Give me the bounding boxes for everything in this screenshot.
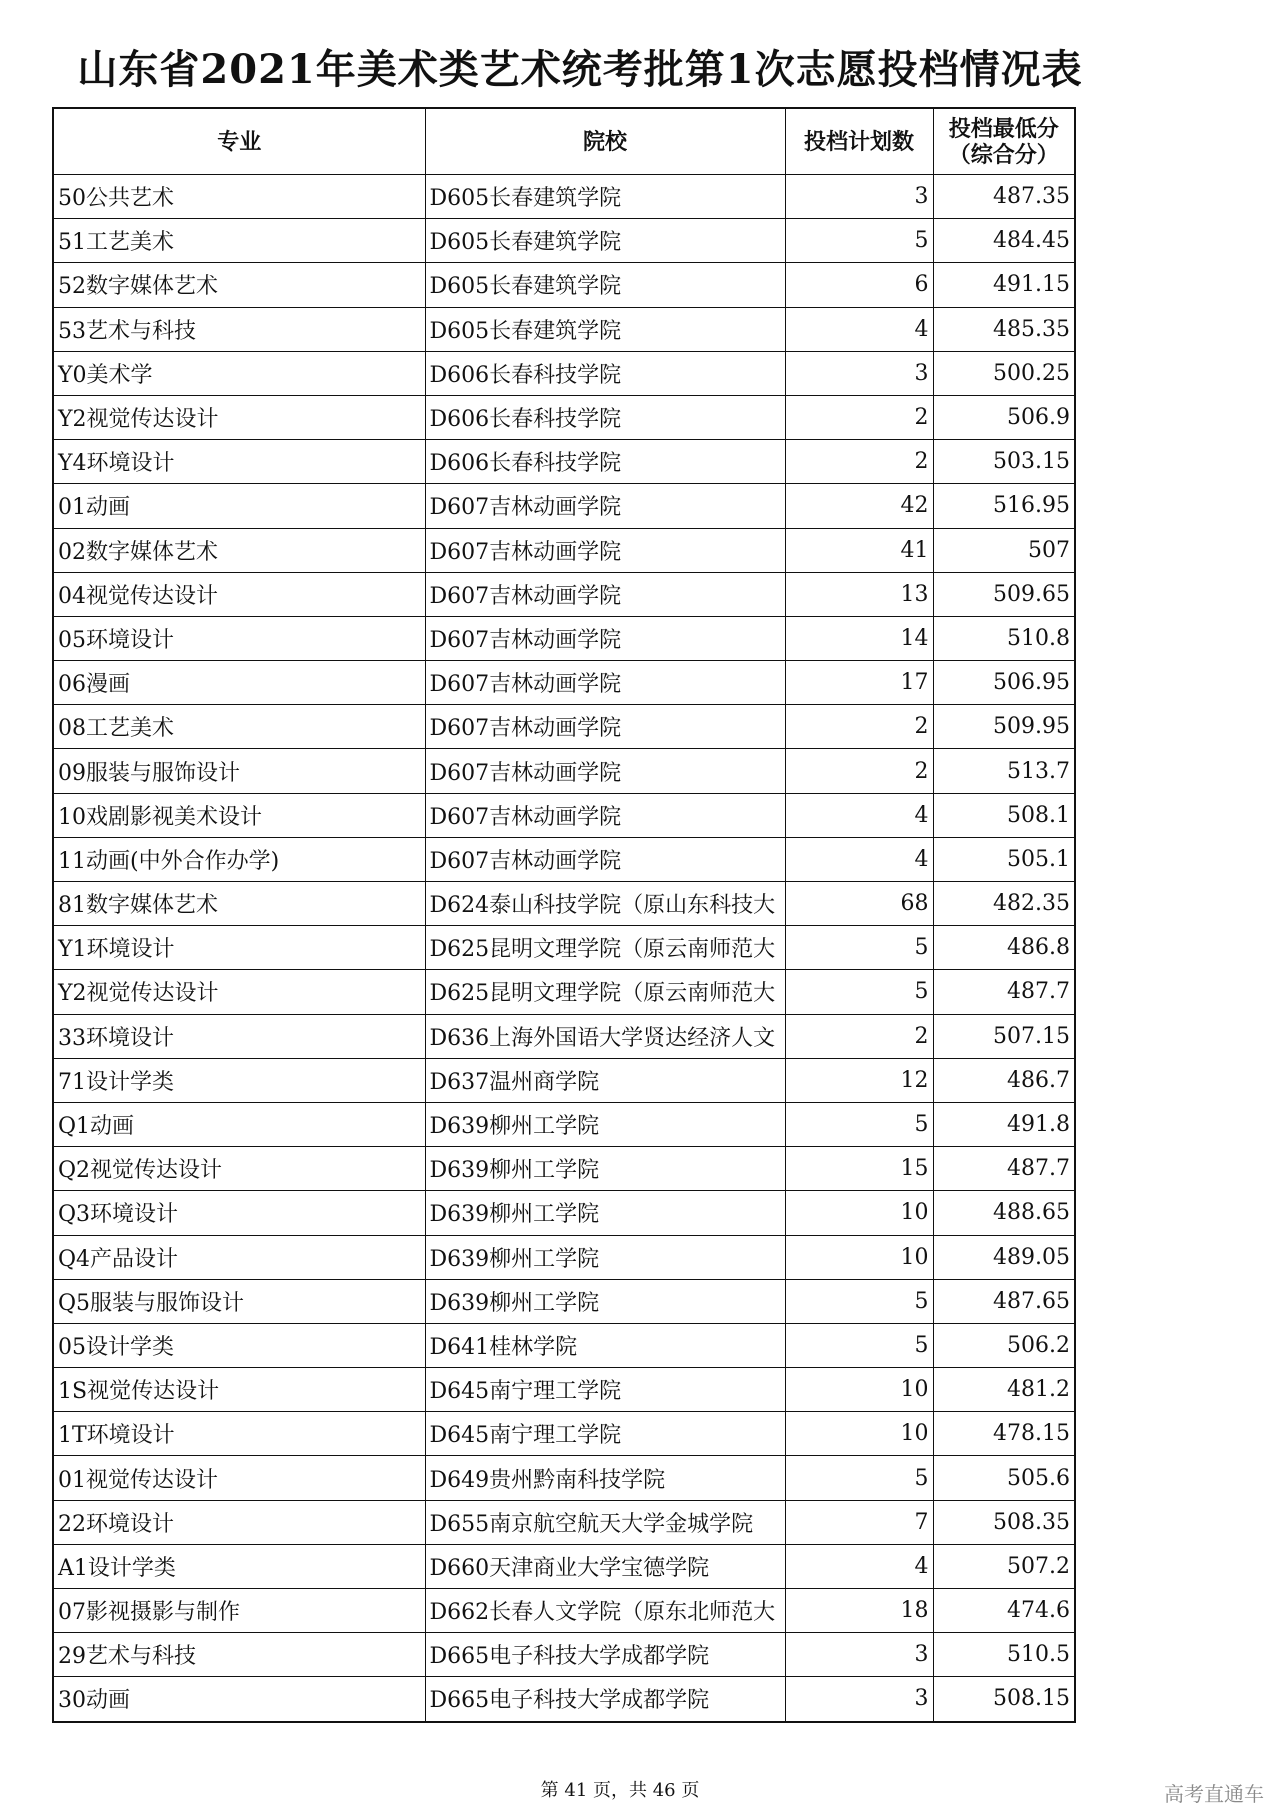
cell-min-score: 500.25 <box>933 351 1075 395</box>
cell-plan: 6 <box>785 263 933 307</box>
cell-major: Y4环境设计 <box>53 440 425 484</box>
cell-plan: 4 <box>785 307 933 351</box>
cell-plan: 5 <box>785 1279 933 1323</box>
cell-school: D605长春建筑学院 <box>425 263 785 307</box>
cell-min-score: 507.2 <box>933 1544 1075 1588</box>
cell-major: Y1环境设计 <box>53 926 425 970</box>
table-row <box>53 1633 1075 1677</box>
cell-min-score: 489.05 <box>933 1235 1075 1279</box>
cell-school: D607吉林动画学院 <box>425 837 785 881</box>
table-row <box>53 219 1075 263</box>
cell-min-score: 486.8 <box>933 926 1075 970</box>
cell-plan: 15 <box>785 1147 933 1191</box>
header-school: 院校 <box>425 108 785 175</box>
cell-school: D649贵州黔南科技学院 <box>425 1456 785 1500</box>
cell-major: 05环境设计 <box>53 616 425 660</box>
cell-school: D605长春建筑学院 <box>425 175 785 219</box>
table-row <box>53 1235 1075 1279</box>
cell-major: 52数字媒体艺术 <box>53 263 425 307</box>
table-row <box>53 1412 1075 1456</box>
header-min-score-line1: 投档最低分 <box>948 115 1059 142</box>
table-row <box>53 395 1075 439</box>
cell-min-score: 507.15 <box>933 1014 1075 1058</box>
cell-plan: 2 <box>785 1014 933 1058</box>
cell-school: D639柳州工学院 <box>425 1102 785 1146</box>
cell-min-score: 507 <box>933 528 1075 572</box>
cell-plan: 3 <box>785 1677 933 1722</box>
table-row <box>53 1500 1075 1544</box>
table-row <box>53 616 1075 660</box>
cell-plan: 2 <box>785 749 933 793</box>
table-row <box>53 837 1075 881</box>
cell-min-score: 478.15 <box>933 1412 1075 1456</box>
cell-major: 02数字媒体艺术 <box>53 528 425 572</box>
cell-min-score: 474.6 <box>933 1589 1075 1633</box>
cell-school: D639柳州工学院 <box>425 1235 785 1279</box>
cell-plan: 5 <box>785 970 933 1014</box>
cell-school: D645南宁理工学院 <box>425 1412 785 1456</box>
cell-school: D606长春科技学院 <box>425 440 785 484</box>
cell-min-score: 506.2 <box>933 1323 1075 1367</box>
cell-major: 09服装与服饰设计 <box>53 749 425 793</box>
table-row <box>53 440 1075 484</box>
cell-major: 05设计学类 <box>53 1323 425 1367</box>
cell-plan: 17 <box>785 661 933 705</box>
cell-major: 51工艺美术 <box>53 219 425 263</box>
table-row <box>53 572 1075 616</box>
cell-plan: 13 <box>785 572 933 616</box>
table-row <box>53 793 1075 837</box>
header-major: 专业 <box>53 108 425 175</box>
cell-major: 07影视摄影与制作 <box>53 1589 425 1633</box>
cell-school: D607吉林动画学院 <box>425 616 785 660</box>
table-header <box>53 108 1075 175</box>
cell-min-score: 505.6 <box>933 1456 1075 1500</box>
cell-min-score: 508.15 <box>933 1677 1075 1722</box>
table-row <box>53 1368 1075 1412</box>
table-row <box>53 484 1075 528</box>
table-body <box>53 175 1075 1722</box>
cell-min-score: 491.8 <box>933 1102 1075 1146</box>
cell-major: 01视觉传达设计 <box>53 1456 425 1500</box>
cell-major: 33环境设计 <box>53 1014 425 1058</box>
cell-school: D607吉林动画学院 <box>425 705 785 749</box>
table-row <box>53 175 1075 219</box>
cell-school: D639柳州工学院 <box>425 1147 785 1191</box>
cell-major: 11动画(中外合作办学) <box>53 837 425 881</box>
cell-school: D645南宁理工学院 <box>425 1368 785 1412</box>
table-row <box>53 661 1075 705</box>
cell-min-score: 510.5 <box>933 1633 1075 1677</box>
cell-plan: 7 <box>785 1500 933 1544</box>
cell-plan: 5 <box>785 926 933 970</box>
cell-plan: 10 <box>785 1235 933 1279</box>
cell-school: D625昆明文理学院（原云南师范大 <box>425 970 785 1014</box>
cell-major: 71设计学类 <box>53 1058 425 1102</box>
cell-plan: 5 <box>785 219 933 263</box>
header-plan: 投档计划数 <box>785 108 933 175</box>
cell-min-score: 509.65 <box>933 572 1075 616</box>
cell-min-score: 482.35 <box>933 882 1075 926</box>
cell-major: 30动画 <box>53 1677 425 1722</box>
header-row <box>53 108 1075 175</box>
cell-plan: 42 <box>785 484 933 528</box>
cell-min-score: 506.95 <box>933 661 1075 705</box>
cell-major: Y2视觉传达设计 <box>53 395 425 439</box>
cell-school: D606长春科技学院 <box>425 395 785 439</box>
table-row <box>53 1323 1075 1367</box>
watermark-brand: 高考直通车 <box>1164 1782 1264 1806</box>
cell-min-score: 488.65 <box>933 1191 1075 1235</box>
cell-plan: 3 <box>785 175 933 219</box>
cell-school: D607吉林动画学院 <box>425 572 785 616</box>
table-row <box>53 970 1075 1014</box>
cell-plan: 12 <box>785 1058 933 1102</box>
cell-major: 06漫画 <box>53 661 425 705</box>
cell-plan: 4 <box>785 1544 933 1588</box>
cell-min-score: 486.7 <box>933 1058 1075 1102</box>
cell-min-score: 487.7 <box>933 1147 1075 1191</box>
cell-school: D606长春科技学院 <box>425 351 785 395</box>
cell-plan: 41 <box>785 528 933 572</box>
cell-major: 50公共艺术 <box>53 175 425 219</box>
admission-table <box>52 107 1076 1723</box>
table-row <box>53 1456 1075 1500</box>
cell-major: Y0美术学 <box>53 351 425 395</box>
cell-min-score: 505.1 <box>933 837 1075 881</box>
cell-major: Q3环境设计 <box>53 1191 425 1235</box>
cell-plan: 4 <box>785 837 933 881</box>
cell-school: D639柳州工学院 <box>425 1191 785 1235</box>
cell-min-score: 508.1 <box>933 793 1075 837</box>
cell-major: 04视觉传达设计 <box>53 572 425 616</box>
cell-plan: 5 <box>785 1323 933 1367</box>
cell-min-score: 503.15 <box>933 440 1075 484</box>
cell-min-score: 513.7 <box>933 749 1075 793</box>
cell-plan: 10 <box>785 1191 933 1235</box>
header-min-score <box>933 108 1075 175</box>
cell-min-score: 509.95 <box>933 705 1075 749</box>
cell-min-score: 484.45 <box>933 219 1075 263</box>
cell-school: D625昆明文理学院（原云南师范大 <box>425 926 785 970</box>
cell-plan: 18 <box>785 1589 933 1633</box>
cell-plan: 68 <box>785 882 933 926</box>
table-row <box>53 528 1075 572</box>
table-row <box>53 882 1075 926</box>
cell-school: D607吉林动画学院 <box>425 484 785 528</box>
cell-major: 08工艺美术 <box>53 705 425 749</box>
cell-plan: 5 <box>785 1456 933 1500</box>
cell-plan: 10 <box>785 1412 933 1456</box>
cell-plan: 4 <box>785 793 933 837</box>
cell-major: A1设计学类 <box>53 1544 425 1588</box>
table-row <box>53 749 1075 793</box>
table-row <box>53 263 1075 307</box>
cell-school: D665电子科技大学成都学院 <box>425 1633 785 1677</box>
cell-min-score: 487.65 <box>933 1279 1075 1323</box>
cell-plan: 2 <box>785 440 933 484</box>
header-min-score-line2: （综合分） <box>948 141 1059 168</box>
cell-school: D605长春建筑学院 <box>425 219 785 263</box>
cell-plan: 10 <box>785 1368 933 1412</box>
cell-plan: 2 <box>785 395 933 439</box>
table-row <box>53 1544 1075 1588</box>
cell-school: D639柳州工学院 <box>425 1279 785 1323</box>
cell-major: 53艺术与科技 <box>53 307 425 351</box>
table-row <box>53 307 1075 351</box>
table-row <box>53 1014 1075 1058</box>
cell-school: D637温州商学院 <box>425 1058 785 1102</box>
table-row <box>53 705 1075 749</box>
cell-school: D655南京航空航天大学金城学院 <box>425 1500 785 1544</box>
cell-school: D607吉林动画学院 <box>425 749 785 793</box>
cell-major: Q5服装与服饰设计 <box>53 1279 425 1323</box>
cell-plan: 14 <box>785 616 933 660</box>
cell-school: D607吉林动画学院 <box>425 528 785 572</box>
cell-major: 22环境设计 <box>53 1500 425 1544</box>
cell-major: 1T环境设计 <box>53 1412 425 1456</box>
cell-major: Q4产品设计 <box>53 1235 425 1279</box>
cell-school: D665电子科技大学成都学院 <box>425 1677 785 1722</box>
cell-major: 29艺术与科技 <box>53 1633 425 1677</box>
cell-major: 81数字媒体艺术 <box>53 882 425 926</box>
cell-school: D662长春人文学院（原东北师范大 <box>425 1589 785 1633</box>
table-row <box>53 1191 1075 1235</box>
cell-min-score: 508.35 <box>933 1500 1075 1544</box>
cell-school: D605长春建筑学院 <box>425 307 785 351</box>
table-row <box>53 1677 1075 1722</box>
cell-school: D660天津商业大学宝德学院 <box>425 1544 785 1588</box>
cell-school: D607吉林动画学院 <box>425 661 785 705</box>
table-row <box>53 1102 1075 1146</box>
table-row <box>53 926 1075 970</box>
cell-plan: 5 <box>785 1102 933 1146</box>
cell-major: Q1动画 <box>53 1102 425 1146</box>
cell-major: Q2视觉传达设计 <box>53 1147 425 1191</box>
table-row <box>53 1058 1075 1102</box>
cell-plan: 2 <box>785 705 933 749</box>
cell-major: 1S视觉传达设计 <box>53 1368 425 1412</box>
cell-min-score: 485.35 <box>933 307 1075 351</box>
page-title: 山东省2021年美术类艺术统考批第1次志愿投档情况表 <box>77 46 1083 93</box>
cell-plan: 3 <box>785 351 933 395</box>
page-number: 第 41 页，共 46 页 <box>540 1780 700 1801</box>
table-row <box>53 1279 1075 1323</box>
cell-school: D607吉林动画学院 <box>425 793 785 837</box>
cell-min-score: 487.35 <box>933 175 1075 219</box>
cell-min-score: 491.15 <box>933 263 1075 307</box>
cell-major: 01动画 <box>53 484 425 528</box>
cell-school: D641桂林学院 <box>425 1323 785 1367</box>
cell-school: D624泰山科技学院（原山东科技大 <box>425 882 785 926</box>
cell-min-score: 516.95 <box>933 484 1075 528</box>
cell-min-score: 510.8 <box>933 616 1075 660</box>
cell-min-score: 506.9 <box>933 395 1075 439</box>
table-row <box>53 1147 1075 1191</box>
cell-major: Y2视觉传达设计 <box>53 970 425 1014</box>
cell-plan: 3 <box>785 1633 933 1677</box>
cell-min-score: 487.7 <box>933 970 1075 1014</box>
table-row <box>53 351 1075 395</box>
table-row <box>53 1589 1075 1633</box>
cell-school: D636上海外国语大学贤达经济人文 <box>425 1014 785 1058</box>
cell-min-score: 481.2 <box>933 1368 1075 1412</box>
cell-major: 10戏剧影视美术设计 <box>53 793 425 837</box>
